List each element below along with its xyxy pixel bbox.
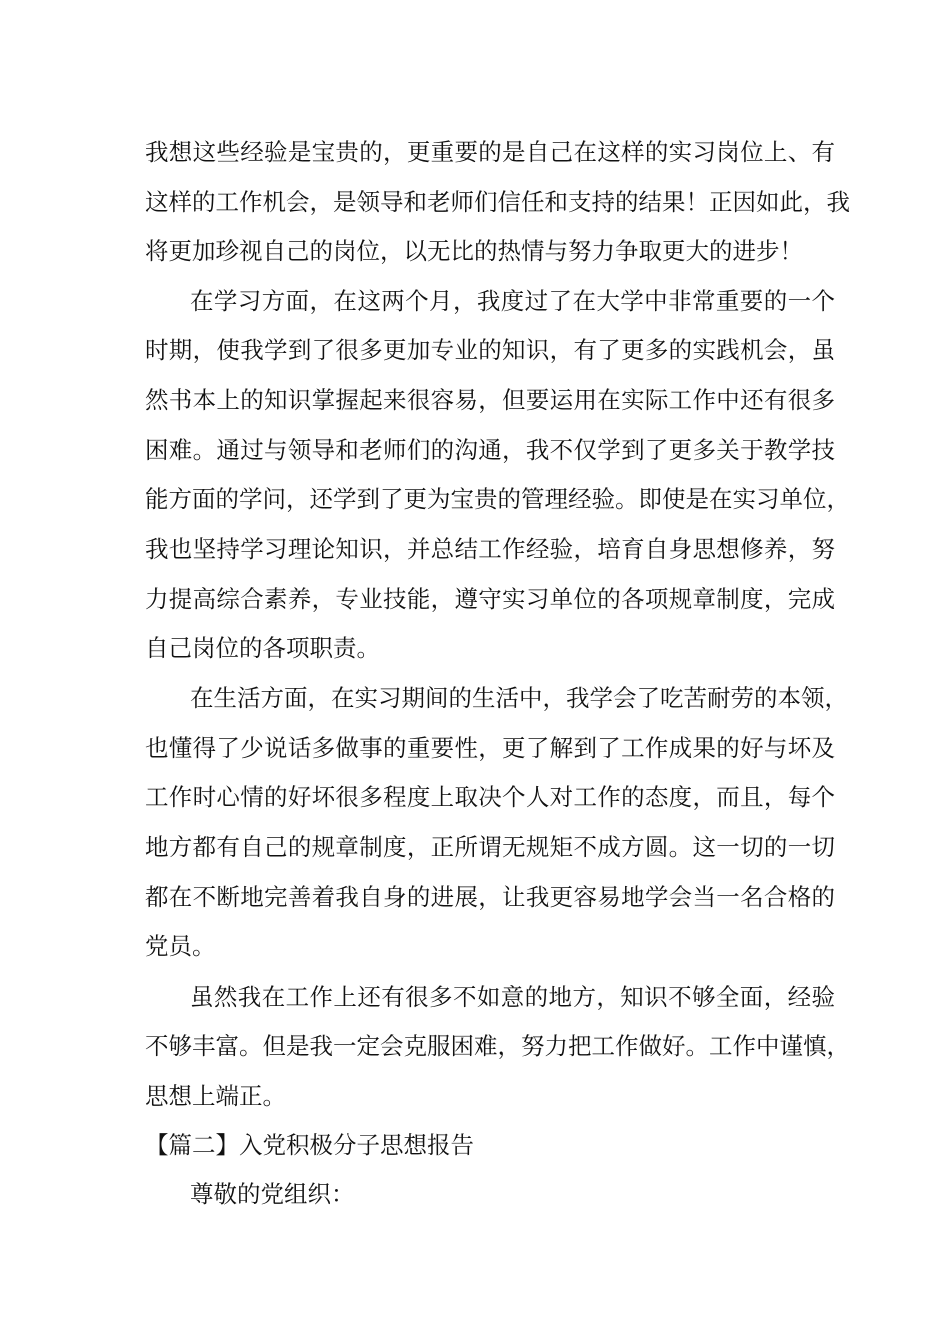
paragraph-line: 将更加珍视自己的岗位，以无比的热情与努力争取更大的进步！ — [145, 237, 803, 265]
paragraph-line: 力提高综合素养，专业技能，遵守实习单位的各项规章制度，完成 — [145, 585, 835, 613]
paragraph-line: 都在不断地完善着我自身的进展，让我更容易地学会当一名合格的 — [145, 883, 835, 911]
paragraph-line: 自己岗位的各项职责。 — [145, 634, 380, 662]
paragraph-line: 困难。通过与领导和老师们的沟通，我不仅学到了更多关于教学技 — [145, 436, 835, 464]
paragraph-line: 地方都有自己的规章制度，正所谓无规矩不成方圆。这一切的一切 — [145, 833, 835, 861]
paragraph-line: 我也坚持学习理论知识，并总结工作经验，培育自身思想修养，努 — [145, 535, 835, 563]
paragraph-line: 能方面的学问，还学到了更为宝贵的管理经验。即使是在实习单位， — [145, 485, 850, 513]
section-heading: 【篇二】入党积极分子思想报告 — [145, 1131, 474, 1159]
paragraph-line: 党员。 — [145, 932, 216, 960]
paragraph-line: 时期，使我学到了很多更加专业的知识，有了更多的实践机会，虽 — [145, 336, 835, 364]
paragraph-line: 工作时心情的好坏很多程度上取决个人对工作的态度，而且，每个 — [145, 783, 835, 811]
salutation: 尊敬的党组织： — [190, 1180, 355, 1208]
paragraph-line: 这样的工作机会，是领导和老师们信任和支持的结果！正因如此，我 — [145, 188, 850, 216]
paragraph-line: 在学习方面，在这两个月，我度过了在大学中非常重要的一个 — [190, 287, 835, 315]
paragraph-line: 思想上端正。 — [145, 1082, 286, 1110]
paragraph-line: 然书本上的知识掌握起来很容易，但要运用在实际工作中还有很多 — [145, 386, 835, 414]
paragraph-line: 在生活方面，在实习期间的生活中，我学会了吃苦耐劳的本领， — [190, 684, 848, 712]
paragraph-line: 也懂得了少说话多做事的重要性，更了解到了工作成果的好与坏及 — [145, 734, 835, 762]
paragraph-line: 虽然我在工作上还有很多不如意的地方，知识不够全面，经验 — [190, 983, 835, 1011]
paragraph-line: 不够丰富。但是我一定会克服困难，努力把工作做好。工作中谨慎， — [145, 1032, 850, 1060]
paragraph-line: 我想这些经验是宝贵的，更重要的是自己在这样的实习岗位上、有 — [145, 138, 835, 166]
